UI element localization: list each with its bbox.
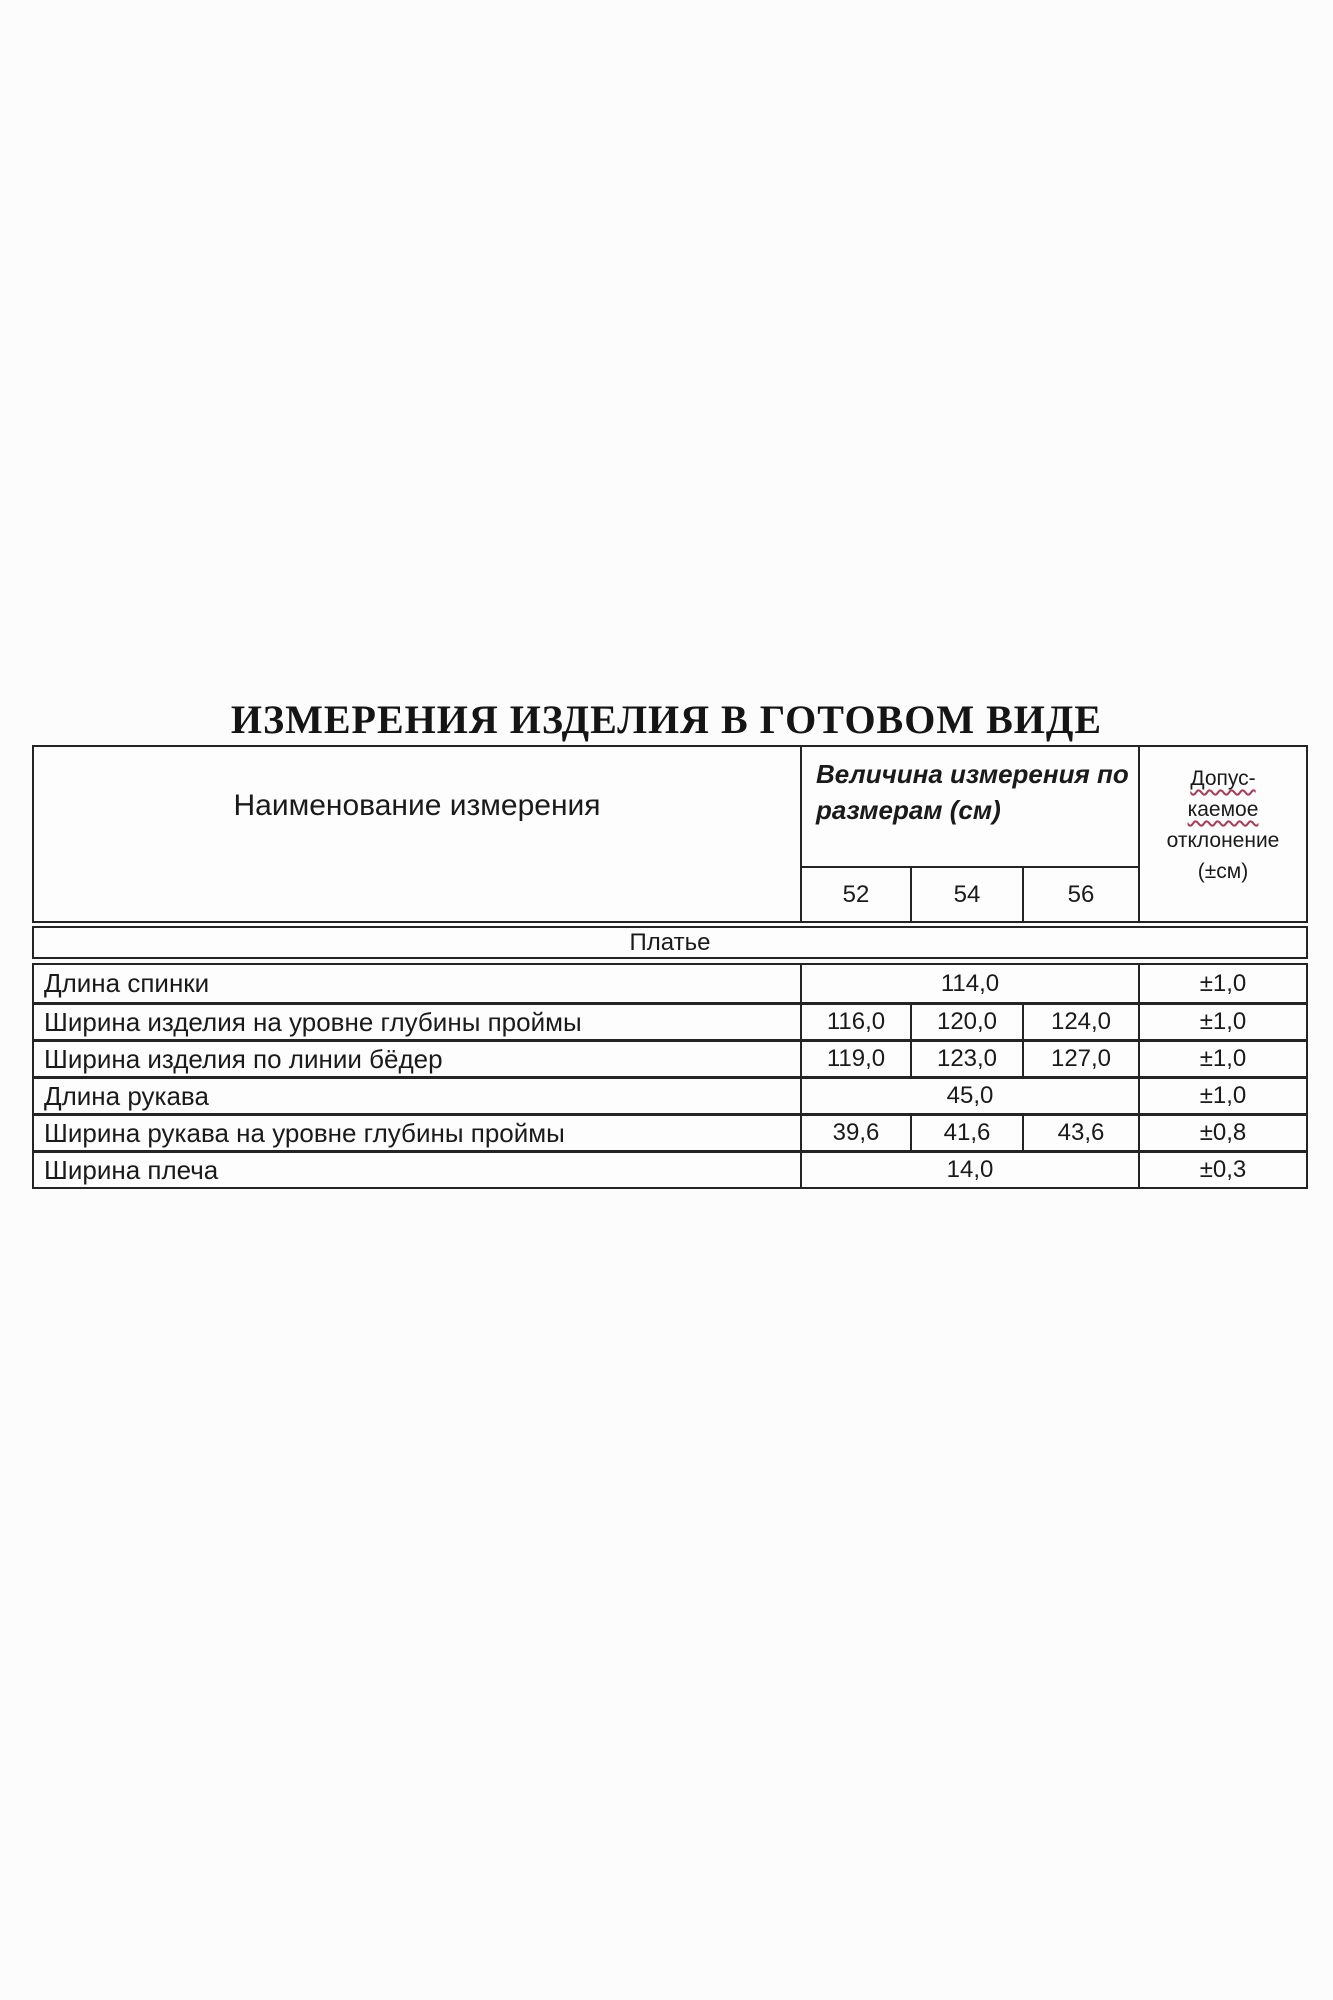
deviation-header-line: (±см) [1197,860,1249,883]
deviation-cell: ±1,0 [1199,969,1247,997]
row-name-cell: Длина рукава [34,1079,802,1113]
row-name-cell: Ширина плеча [34,1153,802,1187]
size-column-header-54: 54 [912,868,1024,921]
value-cell: 39,6 [802,1116,912,1150]
header-values-group [802,747,1140,921]
value-cell: 116,0 [802,1005,912,1039]
deviation-cell: ±1,0 [1199,1045,1247,1072]
merged-value-cell: 114,0 [940,969,1000,997]
table-row [34,1113,1306,1150]
table-row [34,1002,1306,1039]
value-cell: 127,0 [1050,1045,1112,1072]
table-row [34,1150,1306,1187]
row-values [802,1116,1140,1150]
deviation-header-line: каемое [1187,798,1259,821]
value-cell: 119,0 [802,1042,912,1076]
value-cell: 43,6 [1057,1119,1105,1146]
deviation-cell: ±0,3 [1199,1156,1247,1183]
merged-value-cell: 45,0 [946,1082,994,1109]
table-row [34,965,1306,1002]
row-values [802,1153,1140,1187]
table-row [34,1076,1306,1113]
deviation-header-line: Допус- [1190,767,1256,790]
measurements-table [32,745,1308,1189]
value-cell: 41,6 [912,1116,1024,1150]
header-sizes-row [802,868,1138,921]
table-body [32,963,1308,1189]
table-row [34,1039,1306,1076]
merged-value-cell: 14,0 [946,1156,994,1183]
page-title: ИЗМЕРЕНИЯ ИЗДЕЛИЯ В ГОТОВОМ ВИДЕ [230,697,1103,742]
row-name-cell: Ширина изделия по линии бёдер [34,1042,802,1076]
row-name-cell: Ширина рукава на уровне глубины проймы [34,1116,802,1150]
deviation-cell: ±0,8 [1199,1119,1247,1146]
row-name-cell: Ширина изделия на уровне глубины проймы [34,1005,802,1039]
row-values [802,1079,1140,1113]
size-column-header-52: 52 [802,868,912,921]
deviation-cell: ±1,0 [1199,1082,1247,1109]
section-row [32,926,1308,959]
header-value-cell: Величина измерения по размерам (см) [802,747,1138,868]
row-values [802,1042,1140,1076]
header-name-cell: Наименование измерения [34,747,802,921]
row-name-cell: Длина спинки [34,965,802,1002]
row-values [802,1005,1140,1039]
deviation-header-line: отклонение [1166,829,1280,852]
deviation-cell: ±1,0 [1199,1008,1247,1035]
size-column-header-56: 56 [1067,880,1095,908]
section-label: Платье [629,928,711,956]
table-header-row [32,745,1308,923]
value-cell: 120,0 [912,1005,1024,1039]
value-cell: 124,0 [1050,1008,1112,1035]
row-values [802,965,1140,1002]
header-deviation-cell [1140,747,1306,921]
value-cell: 123,0 [912,1042,1024,1076]
